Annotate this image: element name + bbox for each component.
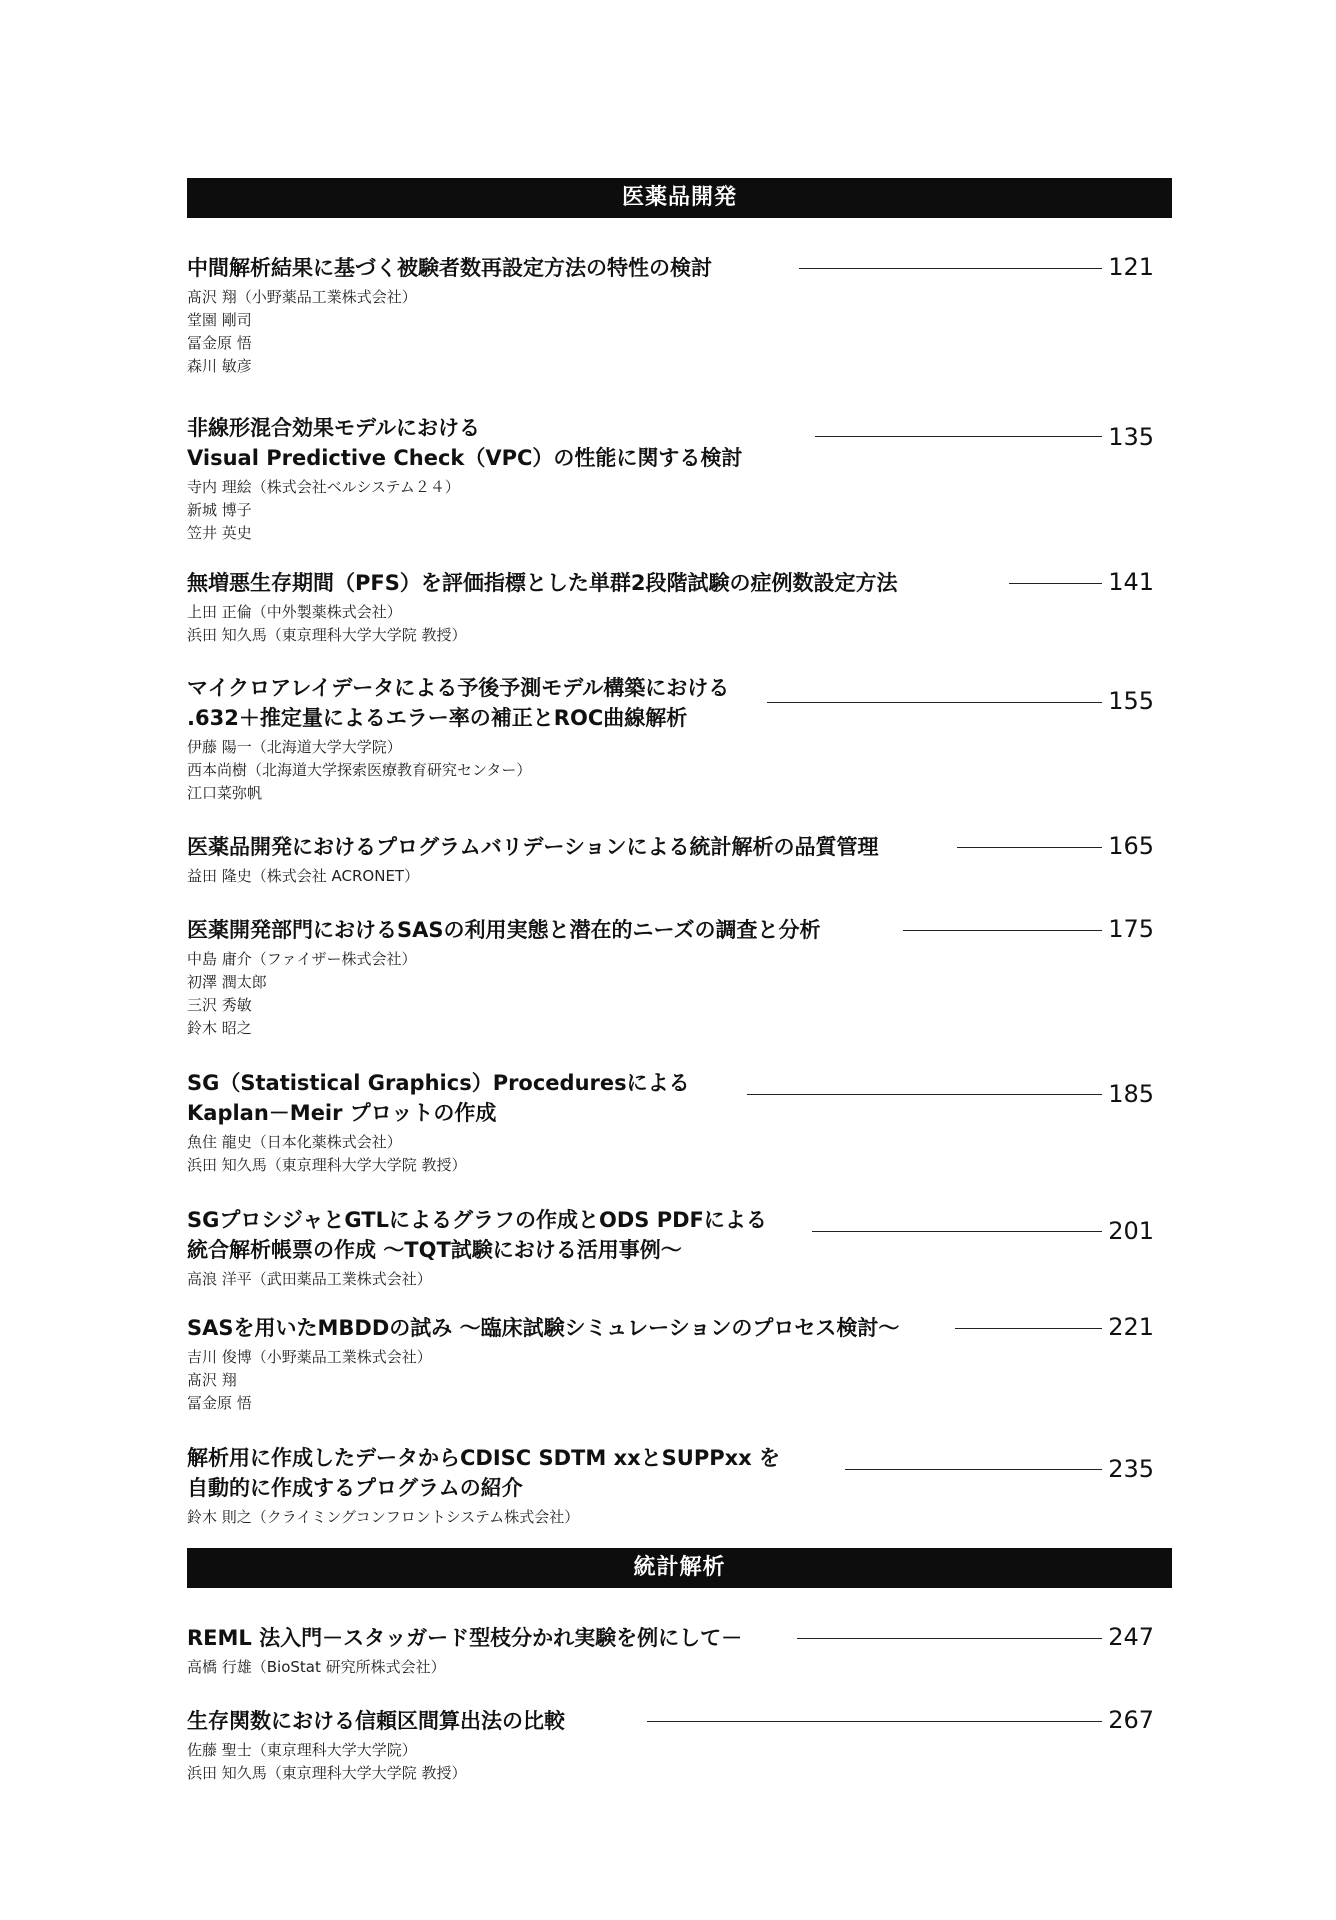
entry-title: マイクロアレイデータによる予後予測モデル構築における [187,676,730,700]
leader-line [957,847,1102,848]
author-list [187,865,1172,888]
entry-title: 非線形混合効果モデルにおける [187,416,480,440]
leader-line [815,436,1102,437]
page-number: 175 [1108,915,1154,943]
author: 吉川 俊博（小野薬品工業株式会社） [187,1348,432,1366]
page-number: 165 [1108,832,1154,860]
entry-title-row [187,1443,1172,1503]
entry-title: 医薬品開発におけるプログラムバリデーションによる統計解析の品質管理 [187,835,879,859]
page-number: 247 [1108,1623,1154,1651]
page-number: 267 [1108,1706,1154,1734]
page-number: 235 [1108,1455,1154,1483]
toc-entry[interactable] [187,1205,1172,1291]
entry-title: 医薬開発部門におけるSASの利用実態と潜在的ニーズの調査と分析 [187,918,821,942]
page-number: 135 [1108,423,1154,451]
author-list [187,286,1172,378]
author-list [187,1131,1172,1177]
toc-entry[interactable] [187,1068,1172,1177]
entry-title: 統合解析帳票の作成 ～TQT試験における活用事例～ [187,1238,682,1262]
entry-title-row [187,832,1172,862]
toc-entry[interactable] [187,832,1172,888]
page-number: 155 [1108,687,1154,715]
author: 中島 庸介（ファイザー株式会社） [187,950,417,968]
entry-title: SASを用いたMBDDの試み ～臨床試験シミュレーションのプロセス検討～ [187,1316,900,1340]
page-number: 201 [1108,1217,1154,1245]
entry-title: SG（Statistical Graphics）Proceduresによる [187,1071,690,1095]
entry-title-row [187,1623,1172,1653]
toc-entry[interactable] [187,1623,1172,1679]
entry-title: 中間解析結果に基づく被験者数再設定方法の特性の検討 [187,256,712,280]
toc-entry[interactable] [187,1313,1172,1415]
author: 浜田 知久馬（東京理科大学大学院 教授） [187,1764,467,1782]
author: 浜田 知久馬（東京理科大学大学院 教授） [187,1156,467,1174]
author: 髙沢 翔（小野薬品工業株式会社） [187,288,417,306]
leader-line [955,1328,1102,1329]
entry-title: 無増悪生存期間（PFS）を評価指標とした単群2段階試験の症例数設定方法 [187,571,898,595]
author: 西本尚樹（北海道大学探索医療教育研究センター） [187,761,532,779]
leader-line [647,1721,1102,1722]
author-list [187,1506,1172,1529]
author-list [187,948,1172,1040]
toc-entry[interactable] [187,1706,1172,1785]
author: 上田 正倫（中外製薬株式会社） [187,603,402,621]
entry-title-row [187,568,1172,598]
author-list [187,1656,1172,1679]
entry-title: SGプロシジャとGTLによるグラフの作成とODS PDFによる [187,1208,767,1232]
author: 初澤 潤太郎 [187,973,267,991]
author: 高橋 行雄（BioStat 研究所株式会社） [187,1658,446,1676]
entry-title-row [187,413,1172,473]
entry-title: 生存関数における信頼区間算出法の比較 [187,1709,565,1733]
toc-entry[interactable] [187,915,1172,1040]
entry-title: 自動的に作成するプログラムの紹介 [187,1476,523,1500]
leader-line [845,1469,1102,1470]
author: 浜田 知久馬（東京理科大学大学院 教授） [187,626,467,644]
toc-entry[interactable] [187,673,1172,805]
author: 冨金原 悟 [187,1394,252,1412]
entry-title-row [187,1068,1172,1128]
author: 伊藤 陽一（北海道大学大学院） [187,738,402,756]
page-number: 141 [1108,568,1154,596]
author: 佐藤 聖士（東京理科大学大学院） [187,1741,417,1759]
author: 鈴木 昭之 [187,1019,252,1037]
page-number: 221 [1108,1313,1154,1341]
entry-title: 解析用に作成したデータからCDISC SDTM xxとSUPPxx を [187,1446,781,1470]
author: 鈴木 則之（クライミングコンフロントシステム株式会社） [187,1508,580,1526]
leader-line [812,1231,1102,1232]
author: 寺内 理絵（株式会社ベルシステム２４） [187,478,460,496]
author: 冨金原 悟 [187,334,252,352]
entry-title-row [187,673,1172,733]
section-header-pharma-development [187,178,1172,218]
author-list [187,1346,1172,1415]
leader-line [799,268,1102,269]
entry-title: Visual Predictive Check（VPC）の性能に関する検討 [187,446,743,470]
author-list [187,1739,1172,1785]
entry-title: Kaplan－Meir プロットの作成 [187,1101,497,1125]
section-header-statistical-analysis [187,1548,1172,1588]
entry-title-row [187,1706,1172,1736]
author: 森川 敏彦 [187,357,252,375]
entry-title-row [187,253,1172,283]
author-list [187,601,1172,647]
author: 益田 隆史（株式会社 ACRONET） [187,867,420,885]
section-title: 統計解析 [633,1555,726,1580]
leader-line [767,702,1102,703]
leader-line [1009,583,1102,584]
entry-title: REML 法入門－スタッガード型枝分かれ実験を例にして－ [187,1626,743,1650]
section-title: 医薬品開発 [621,185,737,210]
page-number: 185 [1108,1080,1154,1108]
author: 新城 博子 [187,501,252,519]
toc-entry[interactable] [187,1443,1172,1529]
author: 三沢 秀敏 [187,996,252,1014]
entry-title-row [187,1313,1172,1343]
author: 髙沢 翔 [187,1371,237,1389]
toc-entry[interactable] [187,413,1172,545]
page-number: 121 [1108,253,1154,281]
author-list [187,736,1172,805]
author: 江口菜弥帆 [187,784,263,802]
entry-title-row [187,1205,1172,1265]
leader-line [797,1638,1102,1639]
leader-line [903,930,1102,931]
author: 堂園 剛司 [187,311,252,329]
entry-title: .632＋推定量によるエラー率の補正とROC曲線解析 [187,706,688,730]
author: 魚住 龍史（日本化薬株式会社） [187,1133,402,1151]
author-list [187,476,1172,545]
author: 高浪 洋平（武田薬品工業株式会社） [187,1270,432,1288]
author-list [187,1268,1172,1291]
leader-line [747,1094,1102,1095]
toc-entry[interactable] [187,253,1172,378]
entry-title-row [187,915,1172,945]
author: 笠井 英史 [187,524,252,542]
toc-entry[interactable] [187,568,1172,647]
